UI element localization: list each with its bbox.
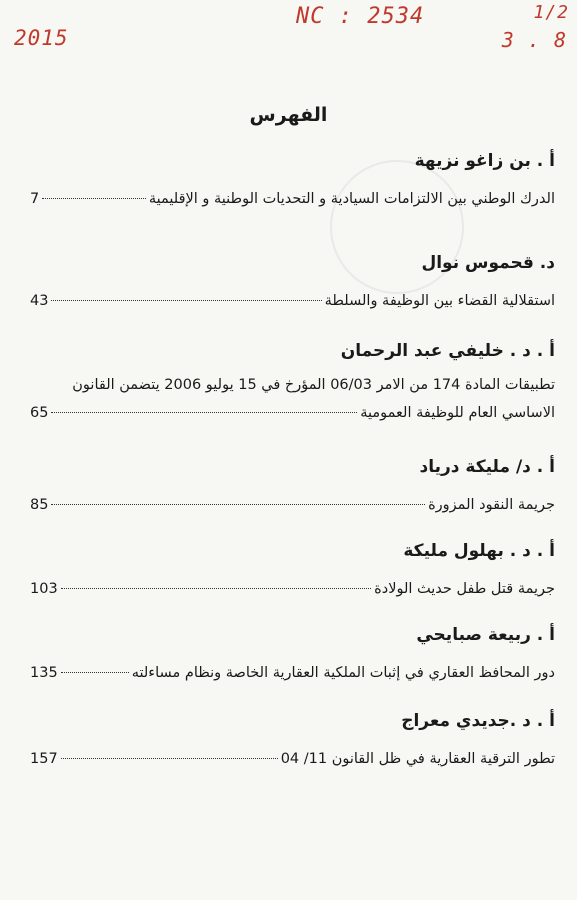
entry-author: أ . بن زاغو نزيهة bbox=[414, 151, 555, 171]
entry-line bbox=[30, 402, 555, 424]
entry-page: 43 bbox=[30, 293, 49, 309]
page-title: الفهرس bbox=[249, 104, 328, 126]
entry-author: د. قحموس نوال bbox=[421, 253, 555, 273]
toc-entry bbox=[30, 148, 555, 210]
dot-leader bbox=[51, 300, 321, 301]
dot-leader bbox=[61, 672, 129, 673]
entry-line bbox=[30, 188, 555, 210]
entry-line bbox=[30, 494, 555, 516]
entry-author: أ . د .جديدي معراج bbox=[401, 711, 555, 731]
entry-line bbox=[30, 578, 555, 600]
dot-leader bbox=[61, 588, 371, 589]
entry-page: 135 bbox=[30, 665, 58, 681]
handwritten-corner-top: 1/2 bbox=[533, 2, 569, 23]
entry-title: استقلالية القضاء بين الوظيفة والسلطة bbox=[324, 293, 555, 309]
entry-title: الدرك الوطني بين الالتزامات السيادية و التحديات الوطنية و الإقليمية bbox=[148, 191, 555, 207]
handwritten-year: 2015 bbox=[14, 26, 69, 50]
toc-entry bbox=[30, 708, 555, 770]
entry-line bbox=[30, 748, 555, 770]
entry-line bbox=[30, 662, 555, 684]
entry-page: 7 bbox=[30, 191, 40, 207]
toc-entry bbox=[30, 250, 555, 312]
toc-entry bbox=[30, 338, 555, 424]
entry-title-line1: تطبيقات المادة 174 من الامر 06/03 المؤرخ في 15 يوليو 2006 يتضمن القانون bbox=[72, 377, 555, 393]
entry-title: تطور الترقية العقارية في ظل القانون 11/ 04 bbox=[280, 751, 555, 767]
entry-author: أ . د . خليفي عبد الرحمان bbox=[340, 341, 555, 361]
entry-page: 103 bbox=[30, 581, 58, 597]
handwritten-corner-bottom: 3 . 8 bbox=[501, 28, 567, 52]
entry-line bbox=[30, 290, 555, 312]
entry-title: الاساسي العام للوظيفة العمومية bbox=[360, 405, 555, 421]
entry-author: أ . د . بهلول مليكة bbox=[403, 541, 555, 561]
dot-leader bbox=[51, 412, 357, 413]
toc-entry bbox=[30, 622, 555, 684]
dot-leader bbox=[61, 758, 278, 759]
entry-author: أ . ربيعة صبايحي bbox=[416, 625, 555, 645]
entry-page: 85 bbox=[30, 497, 49, 513]
entry-page: 65 bbox=[30, 405, 49, 421]
dot-leader bbox=[51, 504, 425, 505]
toc-entry bbox=[30, 454, 555, 516]
toc-entry bbox=[30, 538, 555, 600]
entry-author: أ . د/ مليكة درياد bbox=[419, 457, 555, 477]
entry-title: جريمة قتل طفل حديث الولادة bbox=[374, 581, 555, 597]
entry-title: جريمة النقود المزورة bbox=[428, 497, 555, 513]
handwritten-reference: NC : 2534 bbox=[296, 4, 425, 29]
dot-leader bbox=[42, 198, 146, 199]
entry-title: دور المحافظ العقاري في إثبات الملكية العقارية الخاصة ونظام مساءلته bbox=[131, 665, 555, 681]
entry-page: 157 bbox=[30, 751, 58, 767]
